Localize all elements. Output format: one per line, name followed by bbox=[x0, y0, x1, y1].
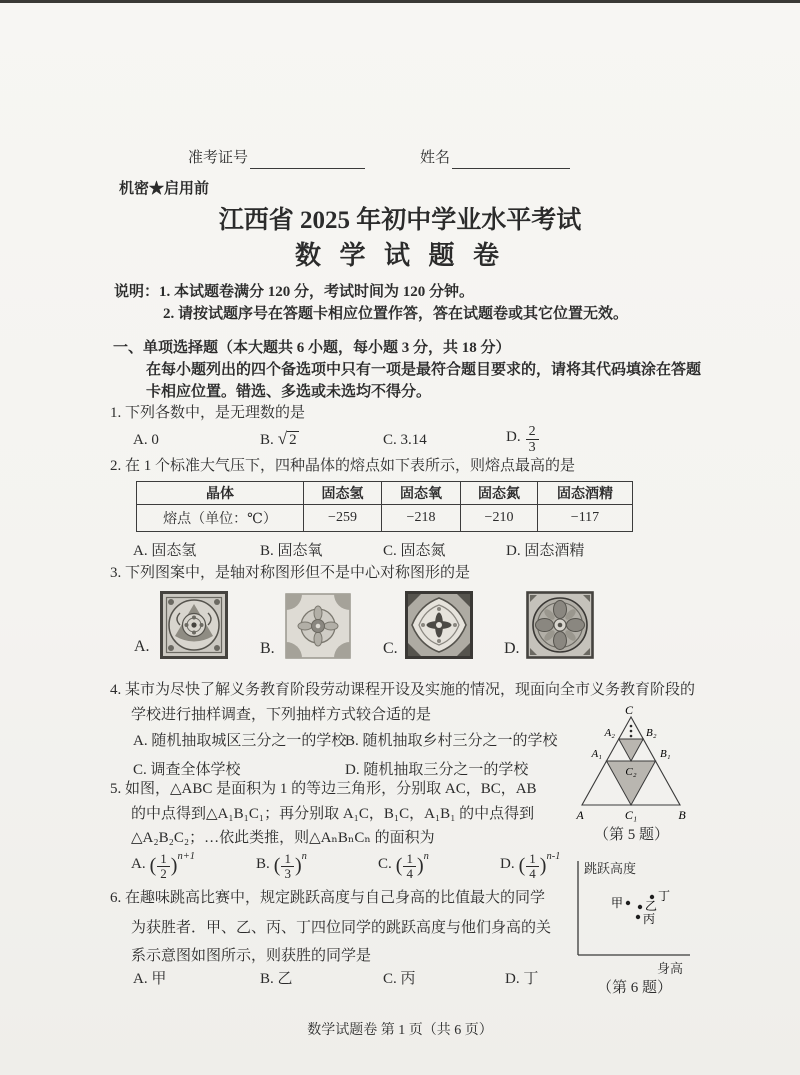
table-header-cell: 晶体 bbox=[137, 482, 304, 505]
fig5-caption: （第 5 题） bbox=[594, 827, 670, 843]
fig5-label-a1: A₁ bbox=[591, 748, 602, 760]
scatter-label-ding: 丁 bbox=[658, 889, 671, 903]
section1-instruction1: 在每小题列出的四个备选项中只有一项是最符合题目要求的，请将其代码填涂在答题 bbox=[146, 362, 702, 378]
option-label: A. bbox=[131, 856, 146, 873]
exam-title: 江西省 2025 年初中学业水平考试 bbox=[218, 207, 582, 234]
table-header-row bbox=[137, 482, 633, 505]
fraction bbox=[281, 852, 294, 882]
fig5-label-b2: B₂ bbox=[646, 727, 657, 739]
q1-option-b bbox=[260, 428, 299, 451]
table-cell: −210 bbox=[461, 505, 538, 532]
fraction-denominator: 3 bbox=[528, 440, 536, 456]
page-footer: 数学试题卷 第 1 页（共 6 页） bbox=[307, 1023, 493, 1038]
scatter-point-jia bbox=[626, 901, 630, 905]
name-blank bbox=[452, 153, 570, 169]
fig5-label-a: A bbox=[576, 808, 584, 822]
q5-stem-line1: 5. 如图，△ABC 是面积为 1 的等边三角形，分别取 AC，BC，AB bbox=[110, 781, 537, 797]
q2-melting-point-table bbox=[136, 481, 633, 532]
fraction-denominator: 2 bbox=[160, 866, 167, 882]
name-label: 姓名 bbox=[420, 150, 451, 166]
candidate-number-blank bbox=[250, 153, 365, 169]
q1-option-d-label: D. bbox=[506, 428, 521, 445]
right-paren: ) bbox=[416, 854, 424, 877]
tile-pattern-b-image bbox=[285, 593, 351, 664]
q2-option-a: A. 固态氢 bbox=[133, 543, 197, 559]
tile-pattern-d-image bbox=[526, 591, 594, 664]
scatter-point-yi bbox=[638, 905, 642, 909]
fraction bbox=[403, 852, 416, 882]
left-paren: ( bbox=[395, 854, 403, 877]
q3-option-a-label: A. bbox=[134, 638, 150, 655]
fig5-label-c: C bbox=[624, 703, 634, 717]
table-cell: −117 bbox=[538, 505, 633, 532]
fig6-y-axis-label: 跳跃高度 bbox=[584, 861, 637, 876]
q1-option-d-fraction bbox=[526, 424, 539, 456]
name-field bbox=[420, 149, 570, 169]
notes-line2: 2. 请按试题序号在答题卡相应位置作答，答在试题卷或其它位置无效。 bbox=[163, 306, 629, 322]
fraction-denominator: 4 bbox=[529, 866, 536, 882]
fig5-label-b1: B₁ bbox=[660, 748, 671, 760]
table-header-cell: 固态氮 bbox=[461, 482, 538, 505]
q2-option-d: D. 固态酒精 bbox=[506, 543, 585, 559]
q6-stem-line1: 6. 在趣味跳高比赛中，规定跳跃高度与自己身高的比值最大的同学 bbox=[110, 890, 546, 906]
option-label: C. bbox=[378, 856, 392, 873]
option-label: D. bbox=[500, 856, 515, 873]
fraction bbox=[526, 852, 539, 882]
q5-stem-line2: 的中点得到△A₁B₁C₁；再分别取 A₁C，B₁C，A₁B₁ 的中点得到 bbox=[131, 806, 535, 822]
right-paren: ) bbox=[170, 854, 178, 877]
q1-option-b-label: B. bbox=[260, 432, 274, 448]
fig5-label-c2: C₂ bbox=[625, 766, 637, 778]
notes-line1: 说明：1. 本试题卷满分 120 分，考试时间为 120 分钟。 bbox=[114, 284, 475, 300]
q1-option-c: C. 3.14 bbox=[383, 432, 427, 448]
fraction-denominator: 4 bbox=[406, 866, 413, 882]
q6-option-b: B. 乙 bbox=[260, 971, 293, 987]
q3-option-b-label: B. bbox=[260, 640, 275, 657]
right-paren: ) bbox=[539, 854, 547, 877]
q6-stem-line2: 为获胜者．甲、乙、丙、丁四位同学的跳跃高度与他们身高的关 bbox=[131, 920, 552, 936]
q1-option-d bbox=[506, 424, 540, 456]
q2-option-c: C. 固态氮 bbox=[383, 543, 446, 559]
q4-option-b: B. 随机抽取乡村三分之一的学校 bbox=[345, 733, 558, 749]
table-cell: −259 bbox=[304, 505, 382, 532]
paper-title: 数 学 试 题 卷 bbox=[294, 241, 505, 270]
section1-heading: 一、单项选择题（本大题共 6 小题，每小题 3 分，共 18 分） bbox=[113, 340, 511, 356]
q6-stem-line3: 系示意图如图所示，则获胜的同学是 bbox=[131, 948, 372, 964]
q6-option-a: A. 甲 bbox=[133, 971, 167, 987]
exponent: n bbox=[423, 851, 429, 862]
candidate-number-field bbox=[188, 149, 365, 169]
scatter-label-bing: 丙 bbox=[643, 912, 656, 926]
table-data-row bbox=[137, 505, 633, 532]
candidate-number-label: 准考证号 bbox=[188, 150, 249, 166]
scatter-label-yi: 乙 bbox=[645, 899, 658, 913]
scan-top-edge bbox=[0, 0, 800, 3]
fraction-numerator: 1 bbox=[281, 852, 294, 867]
q5-stem-line3: △A₂B₂C₂；…依此类推，则△AₙBₙCₙ 的面积为 bbox=[131, 830, 435, 846]
q5-option-d bbox=[500, 850, 560, 881]
scatter-label-jia: 甲 bbox=[610, 896, 623, 910]
table-header-cell: 固态酒精 bbox=[538, 482, 633, 505]
option-label: B. bbox=[256, 856, 270, 873]
q2-stem: 2. 在 1 个标准大气压下，四种晶体的熔点如下表所示，则熔点最高的是 bbox=[110, 458, 576, 474]
radical-sign: √ bbox=[277, 429, 288, 448]
fig5-label-c1: C₁ bbox=[624, 808, 638, 822]
q5-option-a bbox=[131, 850, 195, 881]
table-cell: −218 bbox=[382, 505, 461, 532]
q5-figure-triangles bbox=[572, 703, 692, 830]
q3-option-d-label: D. bbox=[504, 640, 520, 657]
table-row-label: 熔点（单位：℃） bbox=[137, 505, 304, 532]
tile-pattern-c-image bbox=[405, 591, 473, 664]
exponent: n+1 bbox=[177, 851, 196, 862]
q4-option-a: A. 随机抽取城区三分之一的学校 bbox=[133, 733, 347, 749]
fraction-numerator: 1 bbox=[403, 852, 416, 867]
left-paren: ( bbox=[518, 854, 526, 877]
q1-stem: 1. 下列各数中，是无理数的是 bbox=[110, 405, 306, 421]
q4-stem-line2: 学校进行抽样调查，下列抽样方式较合适的是 bbox=[131, 707, 432, 723]
fig5-label-b: B bbox=[678, 808, 686, 822]
q1-option-a: A. 0 bbox=[133, 432, 159, 448]
table-header-cell: 固态氧 bbox=[382, 482, 461, 505]
fraction-numerator: 1 bbox=[526, 852, 539, 867]
q4-stem-line1: 4. 某市为尽快了解义务教育阶段劳动课程开设及实施的情况，现面向全市义务教育阶段的 bbox=[110, 682, 696, 698]
q5-option-c bbox=[378, 850, 429, 881]
fig5-label-a2: A₂ bbox=[604, 727, 615, 739]
q6-option-c: C. 丙 bbox=[383, 971, 416, 987]
q3-stem: 3. 下列图案中，是轴对称图形但不是中心对称图形的是 bbox=[110, 565, 471, 581]
fig6-x-axis-label: 身高 bbox=[657, 961, 684, 976]
q2-option-b: B. 固态氧 bbox=[260, 543, 323, 559]
scatter-point-bing bbox=[636, 915, 640, 919]
q4-option-c: C. 调查全体学校 bbox=[133, 762, 241, 778]
exponent: n-1 bbox=[546, 851, 561, 862]
exponent: n bbox=[301, 851, 307, 862]
q6-option-d: D. 丁 bbox=[505, 971, 539, 987]
right-paren: ) bbox=[294, 854, 302, 877]
q3-option-c-label: C. bbox=[383, 640, 398, 657]
fraction-numerator: 1 bbox=[157, 852, 170, 867]
fraction-denominator: 3 bbox=[284, 866, 291, 882]
table-header-cell: 固态氢 bbox=[304, 482, 382, 505]
section1-instruction2: 卡相应位置。错选、多选或未选均不得分。 bbox=[146, 384, 432, 400]
left-paren: ( bbox=[149, 854, 157, 877]
left-paren: ( bbox=[273, 854, 281, 877]
q1-option-b-radicand: 2 bbox=[289, 432, 297, 448]
fraction-numerator: 2 bbox=[526, 424, 539, 440]
fraction bbox=[157, 852, 170, 882]
q5-option-b bbox=[256, 850, 307, 881]
q4-option-d: D. 随机抽取三分之一的学校 bbox=[345, 762, 529, 778]
tile-pattern-a-image bbox=[160, 591, 228, 664]
secrecy-notice: 机密★启用前 bbox=[119, 181, 210, 197]
fig6-caption: （第 6 题） bbox=[597, 980, 673, 996]
